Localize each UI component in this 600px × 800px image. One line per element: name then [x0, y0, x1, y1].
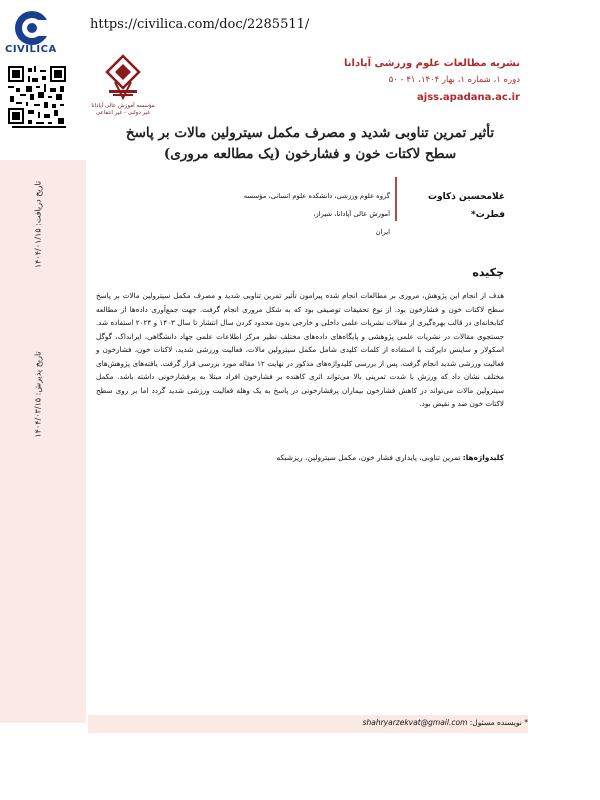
journal-info — [310, 55, 520, 106]
author-divider — [395, 177, 397, 221]
author-email[interactable]: shahryarzekvat@gmail.com — [362, 718, 468, 727]
civilica-label: CIVILICA — [5, 44, 57, 55]
journal-title: نشریه مطالعات علوم ورزشی آپادانا — [344, 58, 520, 69]
journal-issue: دوره ۱، شماره ۱، بهار ۱۴۰۴، ۴۱ - ۵۰ — [388, 75, 520, 85]
keywords-label: کلیدواژه‌ها: — [462, 453, 504, 462]
university-logo-icon — [95, 52, 151, 108]
article-title: تأثیر تمرین تناوبی شدید و مصرف مکمل سیترولین مالات بر پاسخ سطح لاکتات خون و فشارخون (یک مطالعه مروری) — [125, 125, 495, 162]
journal-website[interactable]: ajss.apadana.ac.ir — [417, 92, 520, 103]
keywords — [96, 453, 504, 462]
abstract-heading: چکیده — [472, 266, 504, 279]
accepted-date: تاریخ پذیرش: ۱۴۰۴/۰۳/۱۵ — [33, 351, 43, 438]
corresponding-author-footnote — [100, 718, 528, 727]
keywords-text: تمرین تناوبی، پایداری فشار خون، مکمل سیترولین، ریزشبکه — [276, 453, 461, 462]
university-caption: مؤسسه آموزش عالی آپادانا غیر دولتی - غیر انتفاعی — [91, 103, 155, 116]
author-affiliation: گروه علوم ورزشی، دانشکده علوم انسانی، مؤسسه آموزش عالی آپادانا، شیراز، ایران — [243, 192, 390, 236]
footnote-label: * نویسنده مسئول: — [469, 718, 528, 727]
sidebar-band — [0, 160, 86, 723]
author-name: غلامحسین ذکاوت فطرت* — [428, 192, 505, 220]
document-url[interactable]: https://civilica.com/doc/2285511/ — [90, 17, 310, 32]
abstract-text: هدف از انجام این پژوهش، مروری بر مطالعات انجام شده پیرامون تأثیر تمرین تناوبی شدید و مصرف مکمل سیترولین مالات بر پاسخ سطح لاکتات خون و فشارخون بود. از نوع تحقیقات توصیفی بود که به شکل مروری انجام گرفت. جهت جمع‌آوری داده‌ها از مطالعه کتابخانه‌ای در قالب بهره‌گیری از مقالات نشریات علمی داخلی و خارجی بدون محدود کردن سال انتشار تا سال ۱۴۰۳ و ۲۰۲۴ استفاده شد. جستجوی مقالات در نشریات علمی پژوهشی و پایگاه‌های داده‌های مختلف نظیر مرکز اطلاعات علمی جهاد دانشگاهی، ایرانداک، گوگل اسکولار و ساینس دایرکت با استفاده از کلمات کلیدی شامل مکمل سیترولین مالات، فعالیت ورزشی شدید، لاکتات خون، فشارخون و فعالیت ورزشی شدید انجام گرفت. پس از بررسی کلیدواژه‌های مذکور در نهایت ۱۲ مقاله مورد بررسی قرار گرفت. یافته‌های پژوهش‌های مختلف نشان داد که ورزش با شدت تمرینی بالا می‌تواند اثری کاهنده بر فشارخون افراد مبتلا به پرفشارخونی داشته باشد. مکمل سیترولین مالات می‌تواند در کاهش فشارخون بیماران پرفشارخونی در پاسخ به یک وهله فعالیت ورزشی شدید گردد اما بر روی سطح لاکتات خون ضد و نقیض بود. — [96, 291, 504, 408]
received-date: تاریخ دریافت: ۱۴۰۴/۰۱/۱۵ — [33, 180, 43, 269]
